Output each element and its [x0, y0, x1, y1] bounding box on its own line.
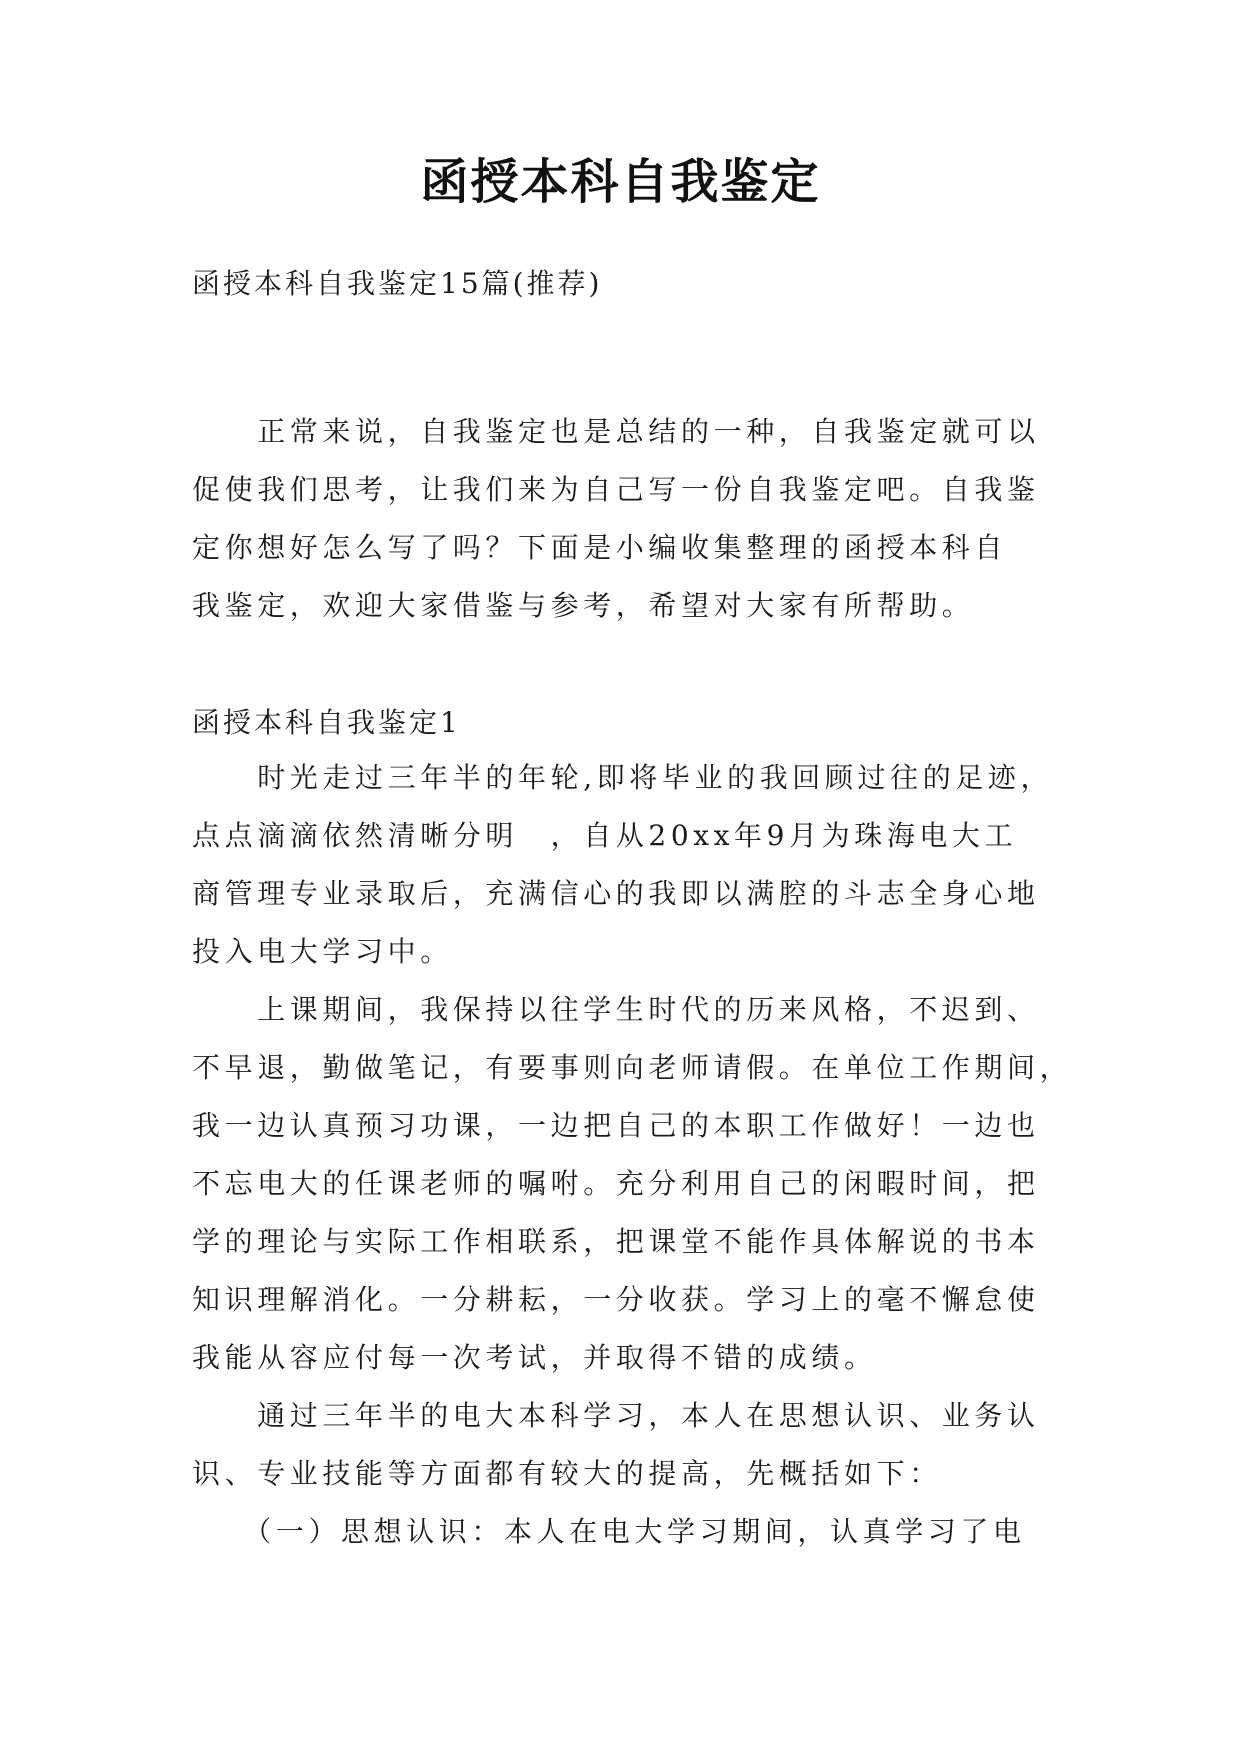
section-heading: 函授本科自我鉴定1 [192, 706, 461, 739]
section-line: 不忘电大的任课老师的嘱咐。充分利用自己的闲暇时间，把 [192, 1167, 1040, 1200]
section-line: 通过三年半的电大本科学习，本人在思想认识、业务认 [192, 1399, 1040, 1432]
section-line: 我能从容应付每一次考试，并取得不错的成绩。 [192, 1341, 877, 1374]
document-subtitle: 函授本科自我鉴定15篇(推荐) [192, 267, 603, 300]
section-line: 上课期间，我保持以往学生时代的历来风格，不迟到、 [192, 993, 1040, 1026]
intro-line: 正常来说，自我鉴定也是总结的一种，自我鉴定就可以 [192, 415, 1040, 448]
section-line: 不早退，勤做笔记，有要事则向老师请假。在单位工作期间， [192, 1051, 1073, 1084]
section-line: 学的理论与实际工作相联系，把课堂不能作具体解说的书本 [192, 1225, 1040, 1258]
intro-line: 定你想好怎么写了吗？下面是小编收集整理的函授本科自 [192, 531, 1008, 564]
section-line: 点点滴滴依然清晰分明 ，自从20xx年9月为珠海电大工 [192, 819, 1018, 852]
section-line: 商管理专业录取后，充满信心的我即以满腔的斗志全身心地 [192, 877, 1040, 910]
intro-paragraph [192, 403, 1052, 635]
section-1 [192, 697, 1073, 1561]
section-line: 知识理解消化。一分耕耘，一分收获。学习上的毫不懈怠使 [192, 1283, 1040, 1316]
intro-line: 我鉴定，欢迎大家借鉴与参考，希望对大家有所帮助。 [192, 589, 975, 622]
section-line: （一）思想认识：本人在电大学习期间，认真学习了电 [192, 1515, 1026, 1548]
section-line: 时光走过三年半的年轮,即将毕业的我回顾过往的足迹， [192, 761, 1054, 794]
intro-line: 促使我们思考，让我们来为自己写一份自我鉴定吧。自我鉴 [192, 473, 1040, 506]
document-title: 函授本科自我鉴定 [420, 154, 821, 210]
section-line: 我一边认真预习功课，一边把自己的本职工作做好！一边也 [192, 1109, 1040, 1142]
section-line: 识、专业技能等方面都有较大的提高，先概括如下： [192, 1457, 942, 1490]
section-line: 投入电大学习中。 [192, 935, 453, 968]
